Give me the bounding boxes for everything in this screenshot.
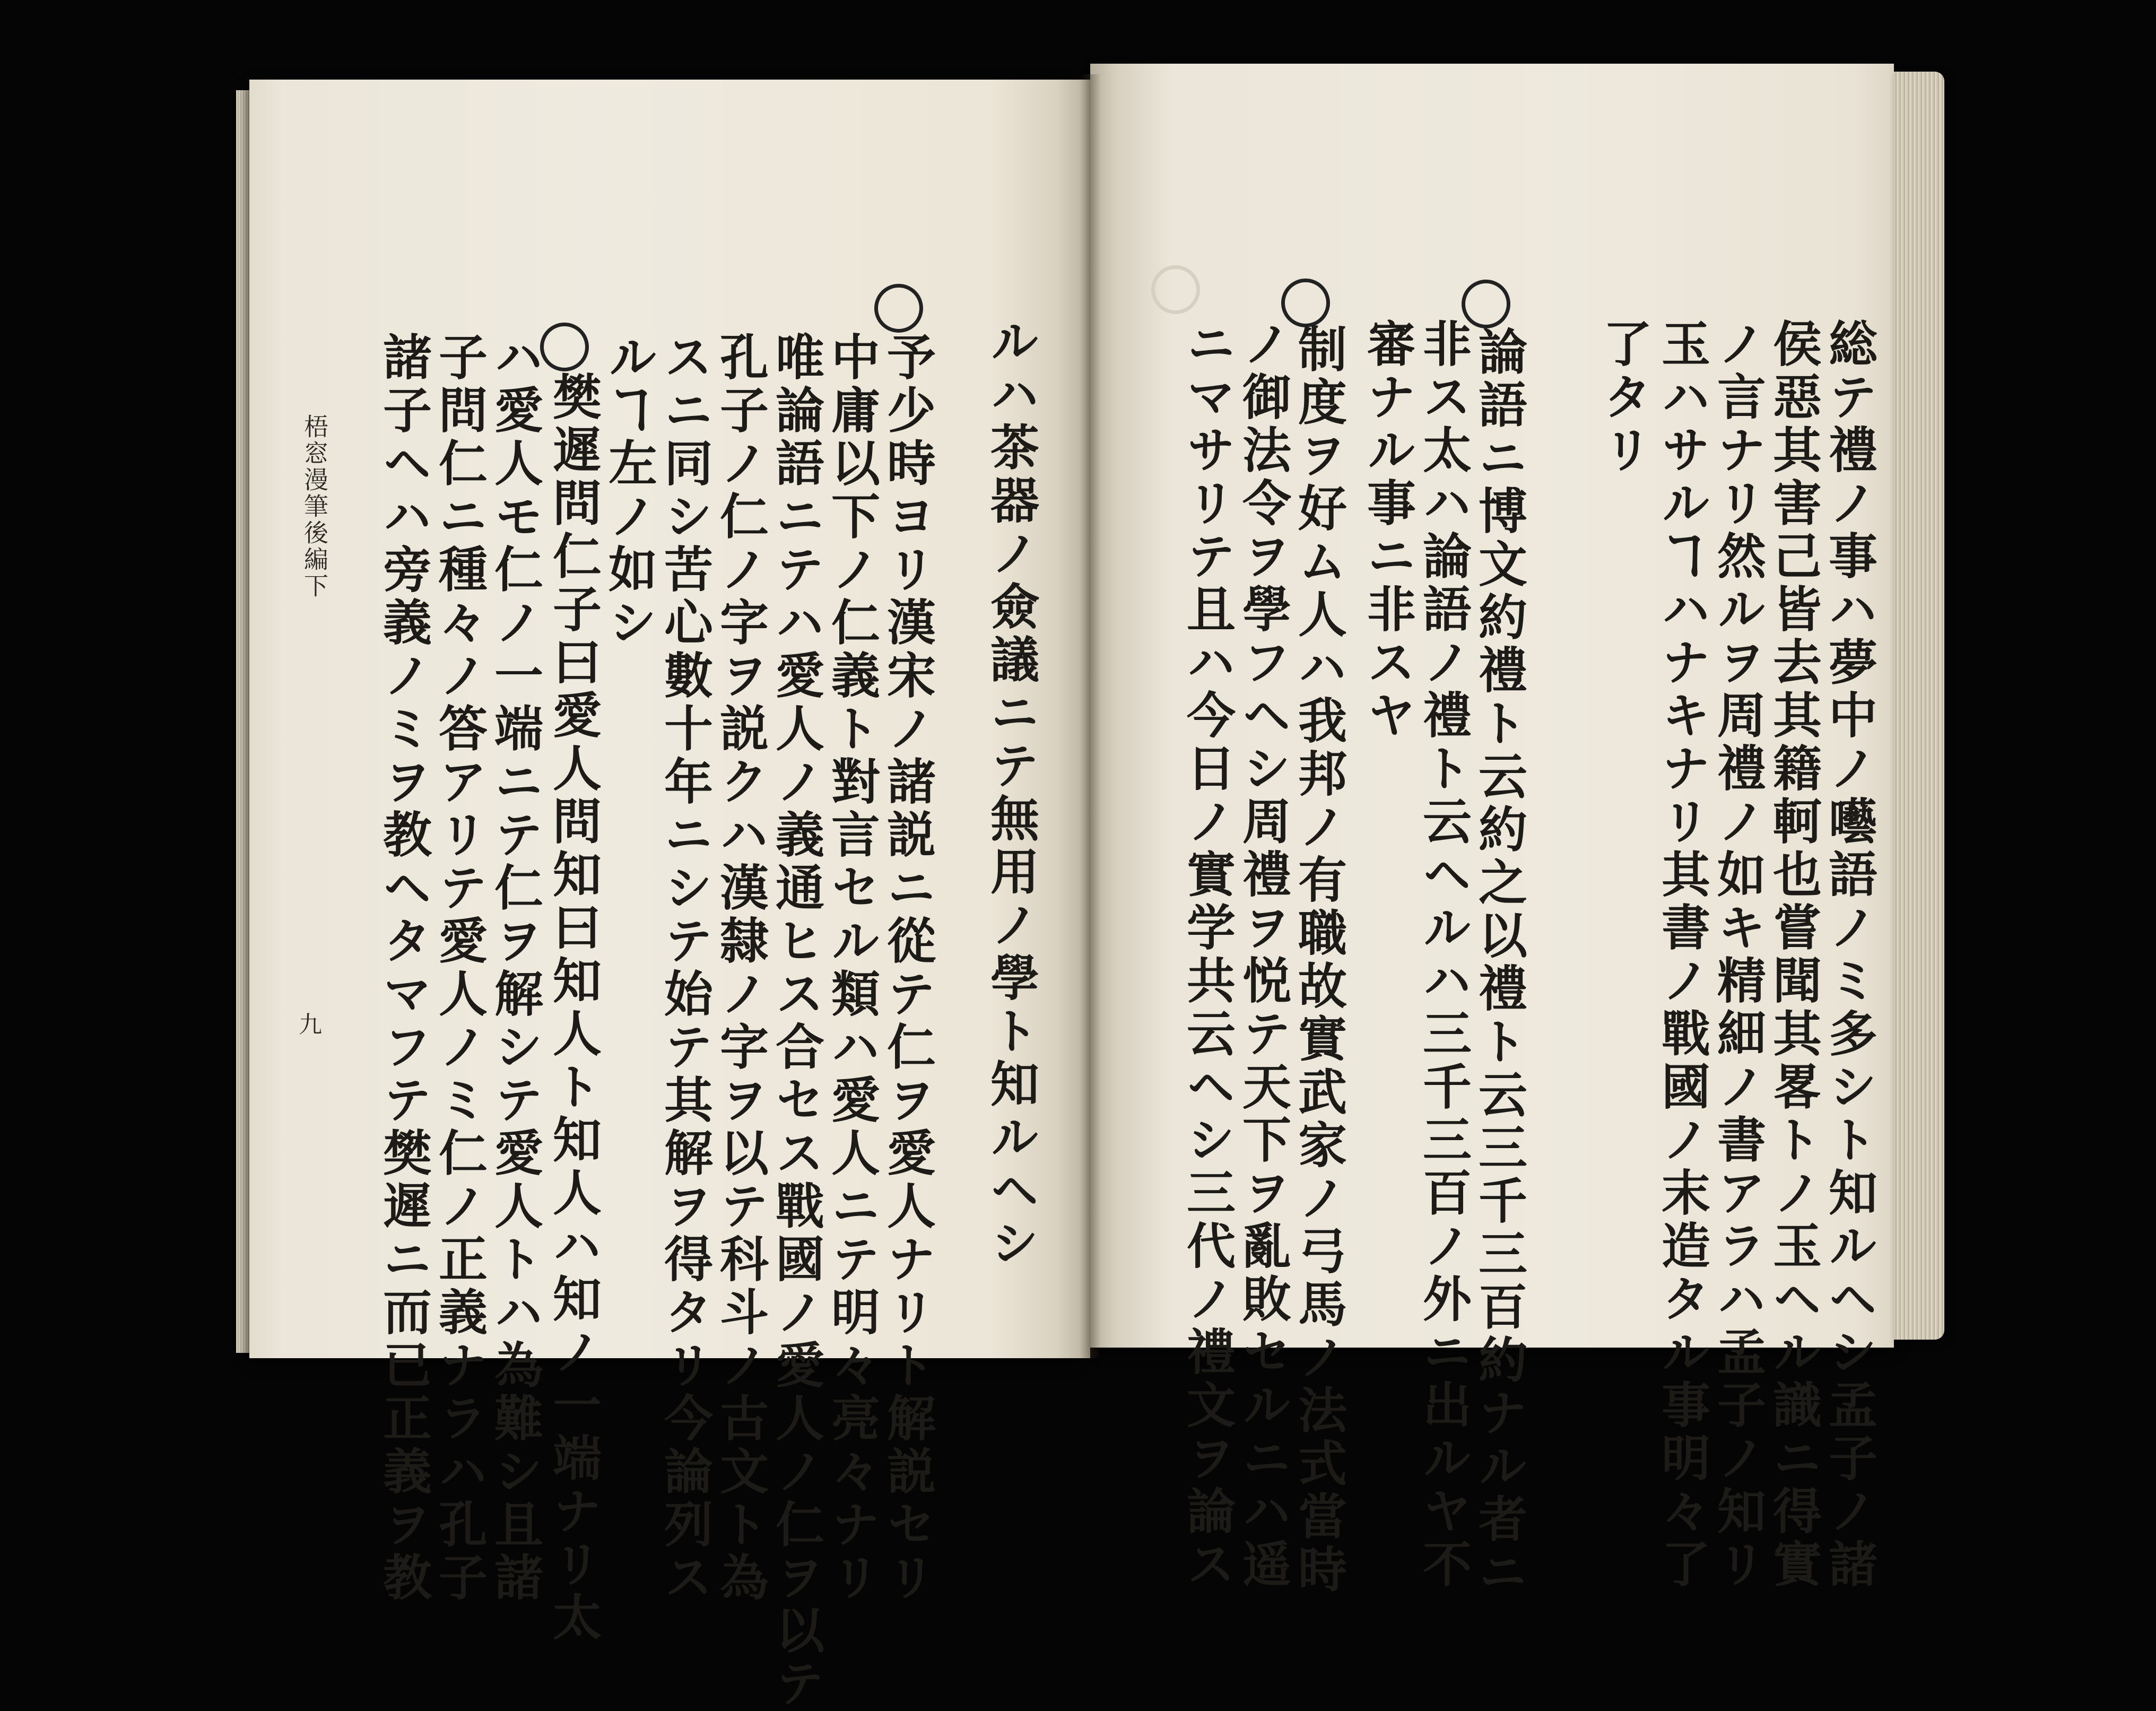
left-column: ルハ茶器ノ僉議ニテ無用ノ學ト知ルヘシ: [983, 316, 1040, 1271]
book-gutter: [1080, 74, 1101, 1358]
right-column: 玉ハサルヿハナキナリ其書ノ戰國ノ末造タル事明々了: [1654, 318, 1711, 1592]
left-column: 孔子ノ仁ノ字ヲ説クハ漢隸ノ字ヲ以テ科斗ノ古文ト為: [712, 332, 769, 1605]
left-column: スニ同シ苦心數十年ニシテ始テ其解ヲ得タリ今論列ス: [656, 332, 714, 1605]
right-column: 了タリ: [1595, 318, 1653, 477]
right-column: ノ言ナリ然ルヲ周禮ノ如キ精細ノ書アラハ孟子ノ知リ: [1709, 318, 1767, 1592]
right-column: 侯惡其害己皆去其籍軻也嘗聞其畧トノ玉ヘル識ニ得實: [1765, 318, 1822, 1592]
section-mark-circle: [874, 284, 923, 333]
left-column: 樊遲問仁子曰愛人問知曰知人ト知人ハ知ノ一端ナリ太: [545, 371, 602, 1645]
right-column: ニマサリテ且ハ今日ノ實学共云ヘシ三代ノ禮文ヲ論ス: [1179, 318, 1236, 1592]
running-title: 梧窓漫筆後編下: [300, 414, 329, 600]
left-column: ルヿ左ノ如シ: [601, 332, 658, 650]
faint-circle-mark: [1151, 265, 1200, 314]
left-column: 予少時ヨリ漢宋ノ諸説ニ從テ仁ヲ愛人ナリト解説セリ: [879, 332, 936, 1605]
page-edge-right: [1894, 72, 1944, 1340]
left-column: 中庸以下ノ仁義ト對言セル類ハ愛人ニテ明々亮々ナリ: [823, 332, 881, 1605]
right-column: 総テ禮ノ事ハ夢中ノ囈語ノミ多シト知ルヘシ孟子ノ諸: [1821, 318, 1878, 1592]
right-column: ノ御法令ヲ學フヘシ周禮ヲ悦テ天下ヲ亂敗セルニハ遥: [1235, 318, 1292, 1592]
left-column: 唯論語ニテハ愛人ノ義通ヒス合セス戰國ノ愛人ノ仁ヲ以テ: [768, 332, 825, 1711]
left-column: 子問仁ニ種々ノ答アリテ愛人ノミ仁ノ正義ナラハ孔子: [431, 332, 488, 1605]
right-column: 論語ニ博文約禮ト云約之以禮ト云三千三百約ナル者ニ: [1471, 326, 1528, 1600]
right-column: 審ナル事ニ非スヤ: [1359, 318, 1416, 743]
right-column: 制度ヲ好ム人ハ我邦ノ有職故實武家ノ弓馬ノ法式當時: [1290, 324, 1347, 1597]
right-column: 非ス太ハ論語ノ禮ト云ヘルハ三千三百ノ外ニ出ルヤ不: [1415, 318, 1472, 1592]
left-column: 諸子ヘハ旁義ノミヲ教ヘタマフテ樊遲ニ而已正義ヲ教: [375, 332, 432, 1605]
page-number: 九: [299, 1011, 322, 1038]
left-column: ハ愛人モ仁ノ一端ニテ仁ヲ解シテ愛人トハ為難シ且諸: [486, 332, 544, 1605]
